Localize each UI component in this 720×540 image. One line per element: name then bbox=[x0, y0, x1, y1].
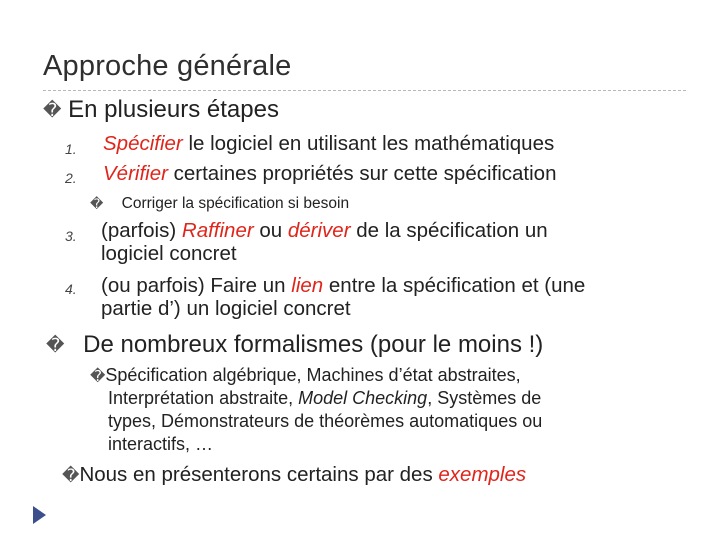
bullet-en-plusieurs-etapes bbox=[43, 96, 279, 124]
step-number: 4. bbox=[65, 281, 77, 297]
step-raffiner bbox=[101, 219, 548, 243]
play-arrow-icon[interactable] bbox=[33, 506, 46, 524]
formalisms-line-3: types, Démonstrateurs de théorèmes automatiques ou bbox=[108, 411, 543, 431]
step-lien-line2: partie d’) un logiciel concret bbox=[101, 297, 351, 320]
step-emphasis: Spécifier bbox=[103, 132, 183, 155]
step-number: 2. bbox=[65, 170, 77, 186]
bullet-icon: � bbox=[62, 465, 80, 485]
step-number: 3. bbox=[65, 228, 77, 244]
sub-step-text: Corriger la spécification si besoin bbox=[121, 195, 350, 212]
bullet-formalismes bbox=[46, 331, 543, 359]
formalisms-text: , Systèmes de bbox=[427, 388, 542, 408]
examples-emphasis: exemples bbox=[438, 463, 527, 486]
step-emphasis: Raffiner bbox=[181, 219, 254, 242]
formalisms-line-1 bbox=[90, 365, 521, 386]
sub-step-corriger bbox=[90, 195, 349, 213]
bullet-icon: � bbox=[90, 368, 106, 386]
step-emphasis: dériver bbox=[287, 219, 351, 242]
bullet-icon: � bbox=[43, 100, 62, 121]
step-number: 1. bbox=[65, 141, 77, 157]
step-emphasis: Vérifier bbox=[103, 162, 168, 185]
step-text: (parfois) bbox=[101, 219, 182, 242]
slide-title: Approche générale bbox=[43, 50, 292, 82]
bullet-icon: � bbox=[90, 195, 104, 211]
step-emphasis: lien bbox=[291, 274, 324, 297]
formalisms-line-4: interactifs, … bbox=[108, 434, 214, 454]
step-text: ou bbox=[253, 219, 288, 242]
step-raffiner-line2: logiciel concret bbox=[101, 242, 237, 265]
step-lien bbox=[101, 274, 585, 298]
step-text: certaines propriétés sur cette spécification bbox=[167, 162, 557, 185]
examples-line bbox=[62, 463, 526, 487]
bullet-icon: � bbox=[46, 335, 65, 356]
step-verifier bbox=[103, 162, 557, 186]
bullet-text: De nombreux formalismes (pour le moins !) bbox=[83, 331, 544, 358]
examples-text: Nous en présenterons certains par des bbox=[79, 463, 439, 486]
formalisms-text: Spécification algébrique, Machines d’état abstraites, bbox=[105, 365, 521, 385]
bullet-text: En plusieurs étapes bbox=[68, 96, 279, 123]
formalisms-line-2 bbox=[108, 388, 541, 409]
step-text: le logiciel en utilisant les mathématiques bbox=[182, 132, 555, 155]
formalisms-emphasis: Model Checking bbox=[298, 388, 428, 408]
step-text: entre la spécification et (une bbox=[323, 274, 586, 297]
step-text: (ou parfois) Faire un bbox=[101, 274, 292, 297]
formalisms-text: Interprétation abstraite, bbox=[108, 388, 299, 408]
step-text: de la spécification un bbox=[350, 219, 548, 242]
step-specifier bbox=[103, 132, 554, 156]
title-divider bbox=[43, 90, 686, 91]
